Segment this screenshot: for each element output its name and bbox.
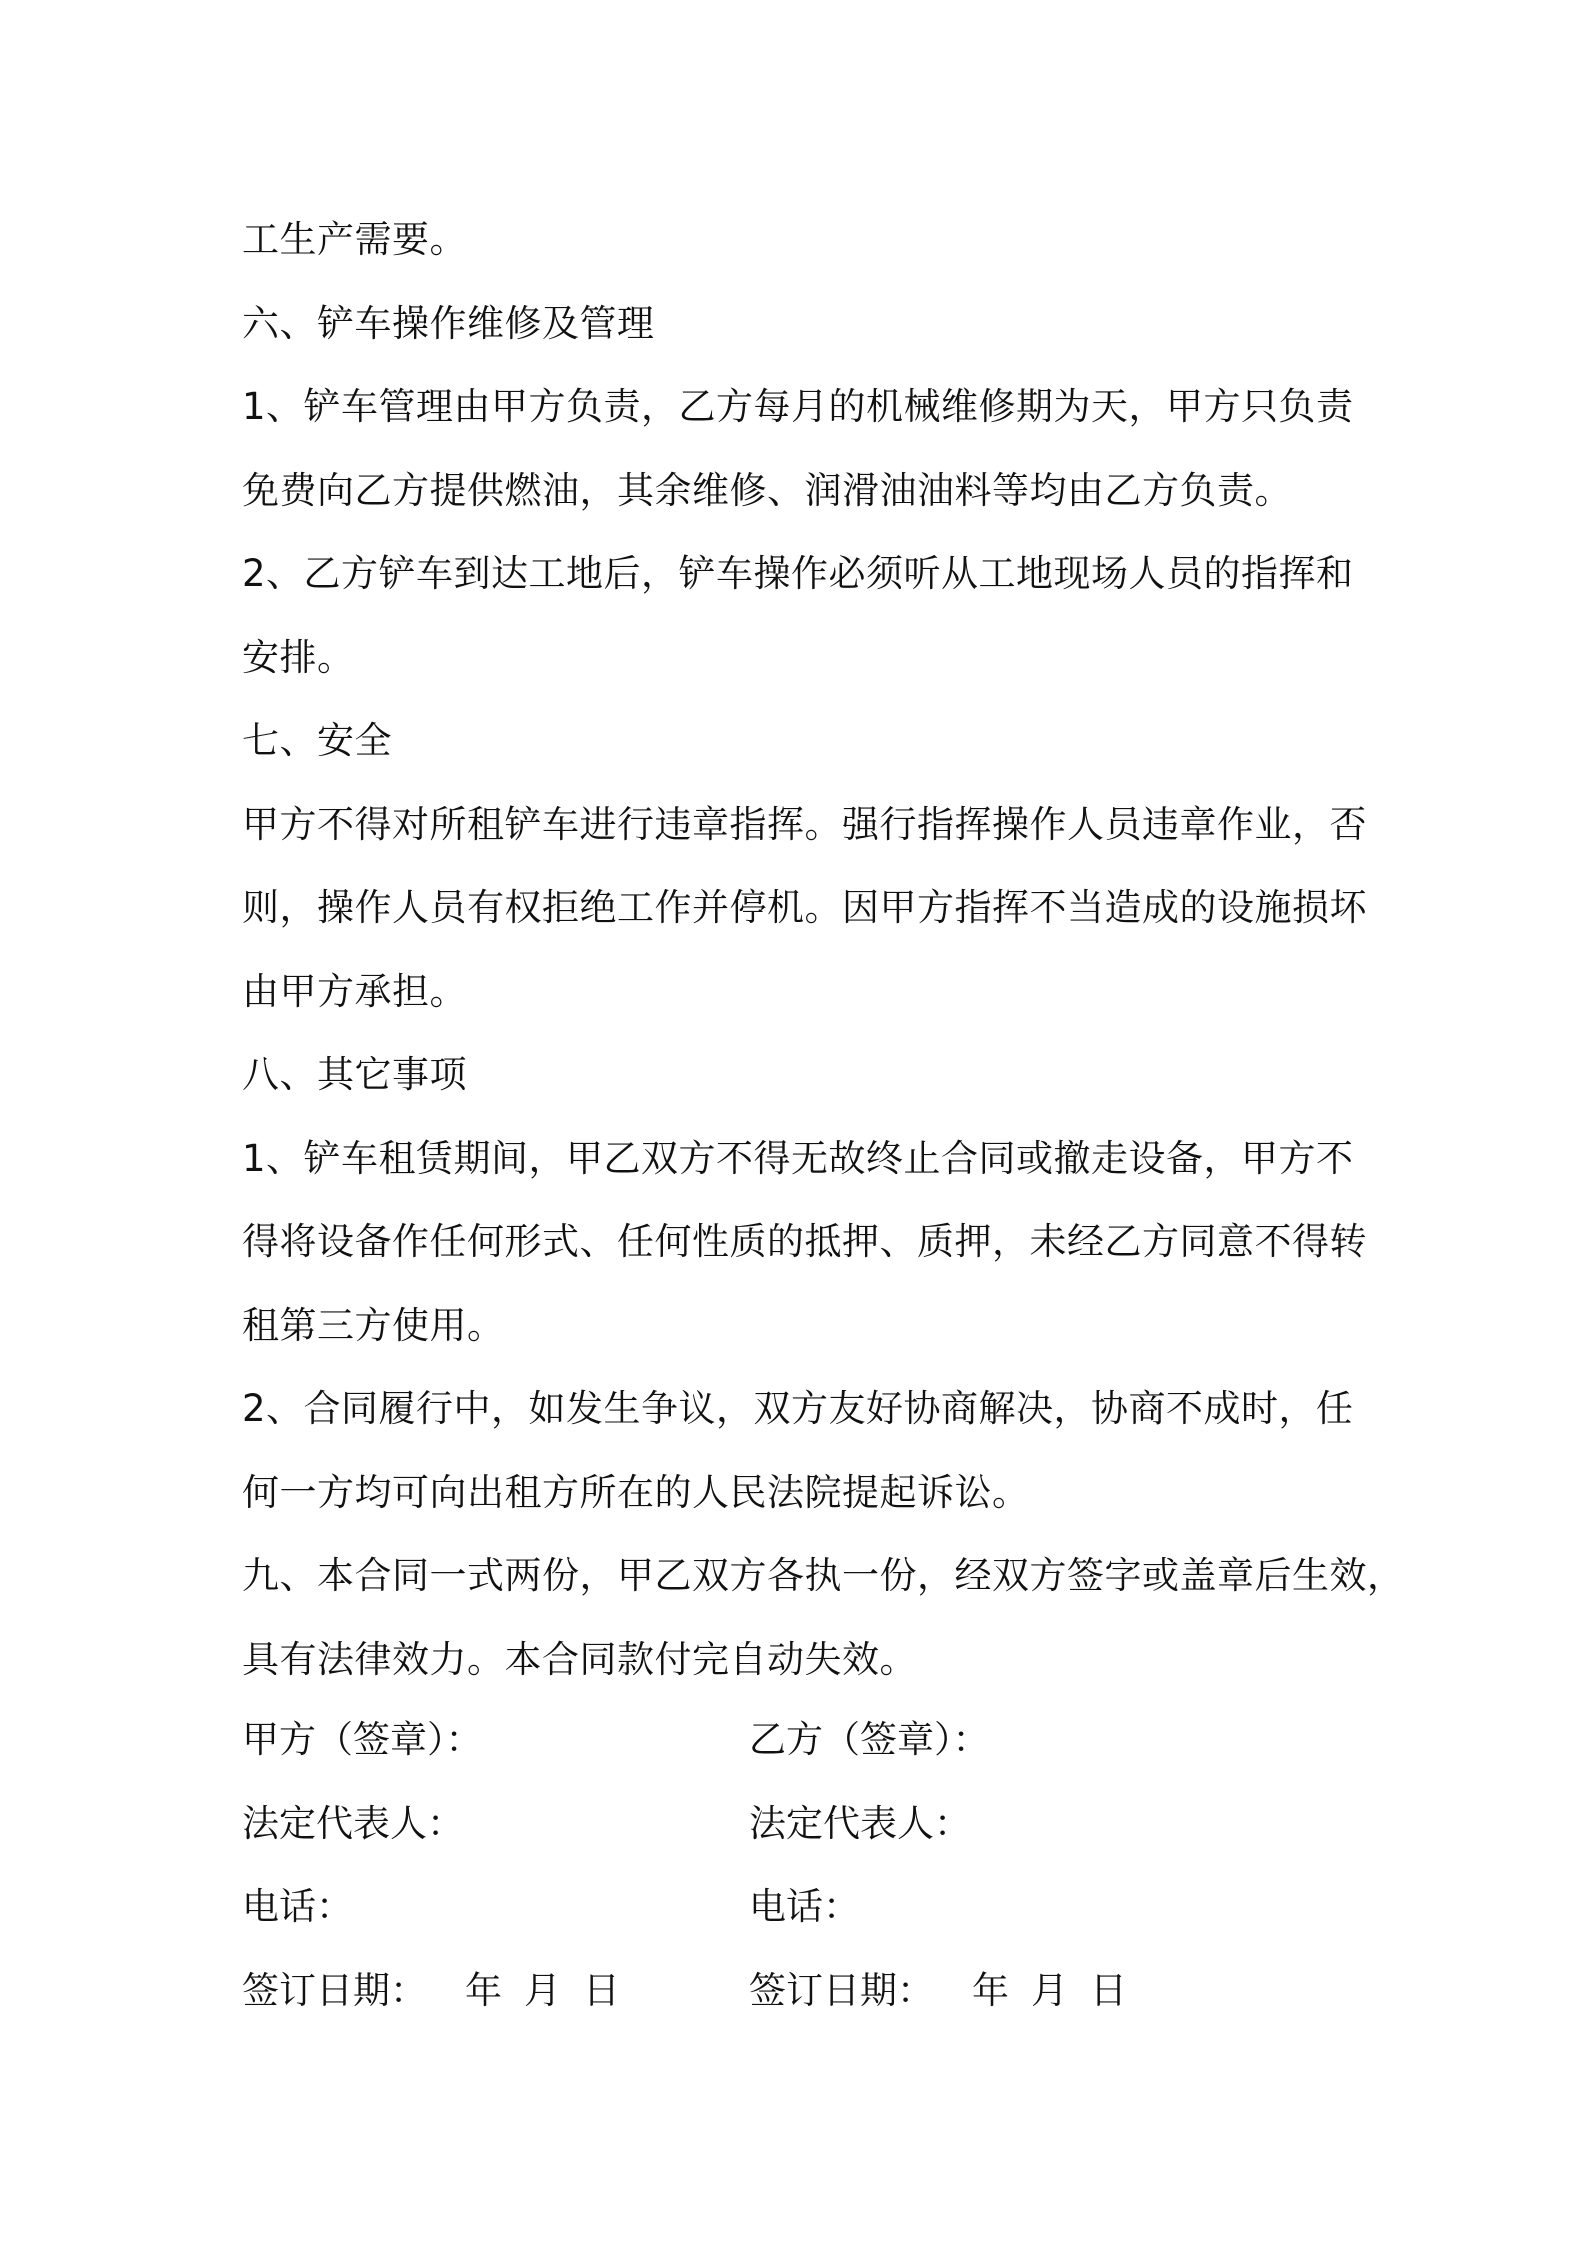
body-line: 免费向乙方提供燃油，其余维修、润滑油油料等均由乙方负责。 <box>242 468 1292 512</box>
section-heading-copies: 九、本合同一式两份，甲乙双方各执一份，经双方签字或盖章后生效， <box>242 1554 1405 1597</box>
body-line: 安排。 <box>242 635 355 679</box>
party-a-date-year: 年 <box>465 1968 502 2012</box>
section-heading-maintenance: 六、铲车操作维修及管理 <box>242 301 655 345</box>
body-line: 由甲方承担。 <box>242 969 467 1013</box>
party-b-phone-label: 电话： <box>749 1885 860 1928</box>
party-b-date <box>749 1949 1127 2033</box>
party-b-date-label: 签订日期： <box>749 1968 934 2012</box>
party-a-date-month: 月 <box>524 1968 561 2012</box>
signature-row-phone <box>242 1865 1362 1949</box>
body-line: 甲方不得对所租铲车进行违章指挥。强行指挥操作人员违章作业，否 <box>242 802 1367 846</box>
body-line: 2、合同履行中，如发生争议，双方友好协商解决，协商不成时，任 <box>242 1387 1354 1430</box>
party-b-seal-label: 乙方（签章）： <box>749 1718 990 1761</box>
body-line: 则，操作人员有权拒绝工作并停机。因甲方指挥不当造成的设施损坏 <box>242 886 1367 929</box>
body-line: 工生产需要。 <box>242 218 467 261</box>
party-a-phone-label: 电话： <box>242 1885 353 1928</box>
party-b-representative-label: 法定代表人： <box>749 1801 971 1845</box>
body-line: 1、铲车管理由甲方负责，乙方每月的机械维修期为天，甲方只负责 <box>242 385 1354 428</box>
body-line: 得将设备作任何形式、任何性质的抵押、质押，未经乙方同意不得转 <box>242 1220 1367 1263</box>
signature-block <box>242 1698 1362 2032</box>
contract-body <box>242 198 1405 1701</box>
party-b-date-year: 年 <box>972 1968 1009 2012</box>
section-heading-other-matters: 八、其它事项 <box>242 1053 467 1096</box>
body-line: 1、铲车租赁期间，甲乙双方不得无故终止合同或撤走设备，甲方不 <box>242 1136 1354 1180</box>
signature-row-date <box>242 1949 1362 2033</box>
signature-row-seal <box>242 1698 1362 1782</box>
party-a-date-day: 日 <box>583 1968 620 2012</box>
party-a-date <box>242 1949 620 2033</box>
section-heading-safety: 七、安全 <box>242 719 392 762</box>
body-line: 租第三方使用。 <box>242 1303 505 1347</box>
body-line: 2、乙方铲车到达工地后，铲车操作必须听从工地现场人员的指挥和 <box>242 552 1354 595</box>
body-line: 何一方均可向出租方所在的人民法院提起诉讼。 <box>242 1470 1030 1514</box>
party-a-seal-label: 甲方（签章）： <box>242 1718 483 1761</box>
party-a-representative-label: 法定代表人： <box>242 1801 464 1845</box>
party-a-date-label: 签订日期： <box>242 1968 427 2012</box>
signature-row-representative <box>242 1782 1362 1866</box>
body-line: 具有法律效力。本合同款付完自动失效。 <box>242 1637 917 1681</box>
party-b-date-month: 月 <box>1031 1968 1068 2012</box>
party-b-date-day: 日 <box>1090 1968 1127 2012</box>
